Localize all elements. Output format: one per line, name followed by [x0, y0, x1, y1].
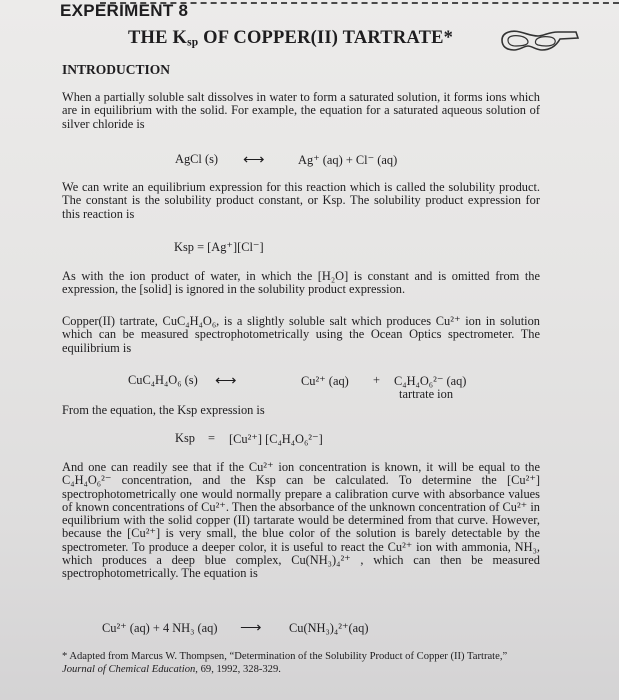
equation-5-rhs: Cu(NH₃)₄²⁺(aq) — [289, 621, 369, 635]
paragraph-2: We can write an equilibrium expression for this reaction which is called the solubility product. The constant is the solubility product constant, or Ksp. The solubility product expression for this reaction is — [62, 180, 540, 221]
equation-1-lhs: AgCl (s) — [175, 152, 219, 166]
title-pre: THE K — [128, 28, 188, 48]
footnote-journal: Journal of Chemical Education — [62, 663, 196, 675]
experiment-number: EXPERIMENT 8 — [60, 1, 189, 20]
equation-5-lhs: Cu²⁺ (aq) + 4 NH₃ (aq) — [102, 621, 218, 635]
equation-3-arrow: ⟷ — [215, 373, 237, 389]
paragraph-1: When a partially soluble salt dissolves in water to form a saturated solution, it forms ions which are in equilibrium with the solid. For example, the equation for a saturated aqueous solution of silver chloride is — [62, 90, 540, 131]
tartrate-ion-label: tartrate ion — [399, 387, 454, 401]
equation-4-lhs: Ksp — [175, 431, 195, 445]
footnote-text: * Adapted from Marcus W. Thompsen, “Determination of the Solubility Product of Copper (II) Tartrate,” — [62, 651, 508, 662]
equation-3-rhs-tartrate: C₄H₄O₆²⁻ (aq) — [394, 374, 467, 388]
title-post: OF COPPER(II) TARTRATE* — [198, 28, 454, 48]
paragraph-5: From the equation, the Ksp expression is — [62, 403, 265, 417]
equation-1-arrow: ⟷ — [243, 152, 265, 168]
equation-3-plus: + — [373, 373, 380, 387]
equation-2: Ksp = [Ag⁺][Cl⁻] — [174, 240, 264, 254]
equation-3-rhs-copper: Cu²⁺ (aq) — [301, 374, 349, 388]
section-heading: INTRODUCTION — [62, 62, 171, 77]
equation-1-rhs: Ag⁺ (aq) + Cl⁻ (aq) — [298, 153, 398, 167]
paragraph-6: And one can readily see that if the Cu²⁺ ion concentration is known, it will be equal to the C₄H₄O₆²⁻ concentration, and the Ksp can be calculated. To determine the [Cu²⁺] spectrophotometrically one would normally prepare a calibration curve with absorbance values of known concentrations of Cu²⁺. Then the absorbance of the unknown concentration of Cu²⁺ in equilibrium with the solid copper (II) tartarate would be determined from that curve. However, because the [Cu²⁺] is very small, the blue color of the solution is barely detectable by the spectrometer. To produce a deeper color, it is useful to react the Cu²⁺ ion with ammonia, NH₃, which produces a deep blue complex, Cu(NH₃)₄²⁺ , which can then be measured spectrophotometrically. The equation is — [62, 460, 540, 581]
paragraph-3: As with the ion product of water, in which the [H₂O] is constant and is omitted from the expression, the [solid] is ignored in the solubility product expression. — [62, 269, 540, 297]
page-title — [128, 28, 453, 49]
equation-5-arrow: ⟶ — [240, 620, 262, 636]
footnote — [62, 651, 552, 676]
title-sub: sp — [187, 36, 199, 49]
equation-4-equals: = — [208, 431, 215, 445]
safety-goggles-icon — [498, 26, 580, 56]
paragraph-4: Copper(II) tartrate, CuC₄H₄O₆, is a slightly soluble salt which produces Cu²⁺ ion in solution which can be measured spectrophotometrically using the Ocean Optics spectrometer. The equilibrium is — [62, 314, 540, 355]
equation-3-lhs: CuC₄H₄O₆ (s) — [128, 373, 198, 387]
footnote-citation: , 69, 1992, 328-329. — [195, 663, 281, 675]
equation-4-rhs: [Cu²⁺] [C₄H₄O₆²⁻] — [229, 432, 323, 446]
